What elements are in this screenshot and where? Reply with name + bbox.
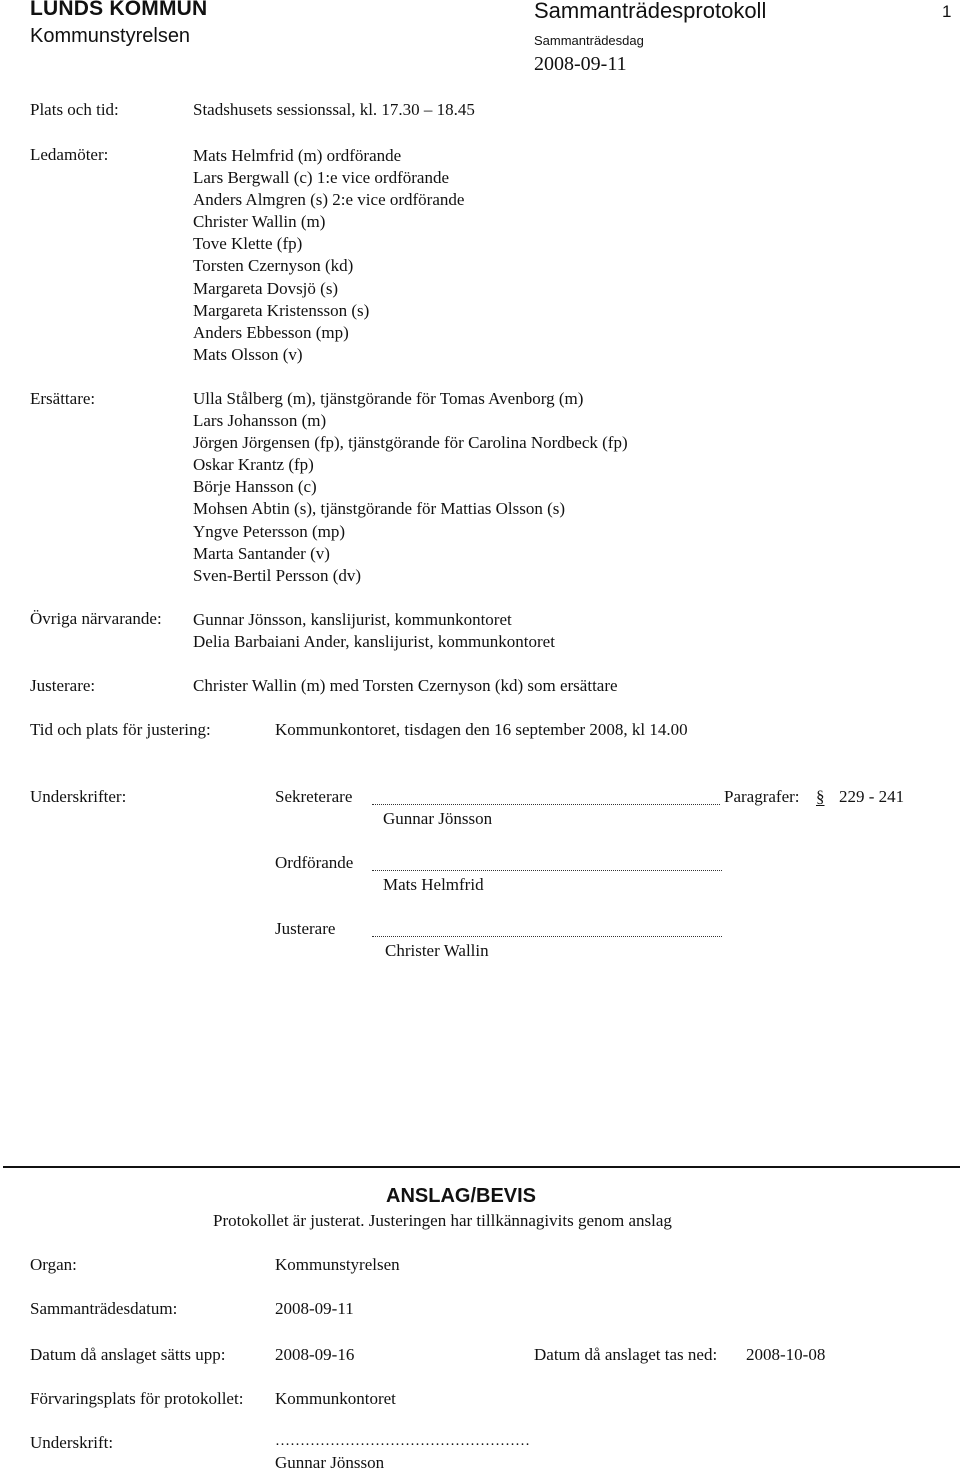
member-item: Margareta Dovsjö (s) — [193, 278, 339, 298]
notice-meeting-date-value: 2008-09-11 — [275, 1299, 354, 1318]
notice-signature-label: Underskrift: — [30, 1433, 114, 1452]
chair-signature-line — [372, 870, 722, 871]
place-value: Stadshusets sessionssal, kl. 17.30 – 18.45 — [193, 100, 475, 119]
member-item: Mats Olsson (v) — [193, 344, 303, 364]
member-item: Torsten Czernyson (kd) — [193, 256, 354, 276]
storage-value: Kommunkontoret — [275, 1389, 396, 1408]
meeting-date-label: Sammanträdesdag — [534, 33, 644, 48]
substitute-item: Börje Hansson (c) — [193, 477, 317, 497]
organ-label: Organ: — [30, 1255, 77, 1274]
members-label: Ledamöter: — [30, 145, 109, 164]
paragraphs-value: 229 - 241 — [839, 787, 905, 806]
adjust-time-value: Kommunkontoret, tisdagen den 16 september 2008, kl 14.00 — [275, 720, 688, 739]
posted-date-value: 2008-09-16 — [275, 1345, 355, 1364]
notice-heading: ANSLAG/BEVIS — [386, 1185, 537, 1207]
other-attendee: Delia Barbaiani Ander, kanslijurist, kommunkontoret — [193, 632, 555, 652]
member-item: Mats Helmfrid (m) ordförande — [193, 146, 402, 165]
page-number: 1 — [942, 2, 952, 21]
meeting-date: 2008-09-11 — [534, 53, 627, 75]
others-list — [193, 609, 555, 653]
removed-date-value: 2008-10-08 — [746, 1345, 826, 1364]
storage-label: Förvaringsplats för protokollet: — [30, 1389, 244, 1408]
member-item: Anders Almgren (s) 2:e vice ordförande — [193, 190, 465, 210]
adjust-time-label: Tid och plats för justering: — [30, 720, 211, 739]
member-item: Lars Bergwall (c) 1:e vice ordförande — [193, 168, 449, 188]
section-divider — [3, 1166, 960, 1168]
member-item: Anders Ebbesson (mp) — [193, 322, 349, 342]
notice-signature-name: Gunnar Jönsson — [275, 1453, 385, 1472]
substitute-item: Ulla Stålberg (m), tjänstgörande för Tomas Avenborg (m) — [193, 389, 584, 408]
adjuster-label: Justerare: — [30, 676, 96, 695]
adjuster-role: Justerare — [275, 919, 336, 938]
other-attendee: Gunnar Jönsson, kanslijurist, kommunkontoret — [193, 610, 512, 629]
notice-subheading: Protokollet är justerat. Justeringen har tillkännagivits genom anslag — [213, 1211, 672, 1230]
chair-role: Ordförande — [275, 853, 354, 872]
substitute-item: Lars Johansson (m) — [193, 411, 327, 431]
document-title: Sammanträdesprotokoll — [534, 0, 767, 23]
adjuster-value: Christer Wallin (m) med Torsten Czernyson (kd) som ersättare — [193, 676, 618, 695]
secretary-signature-line — [372, 804, 720, 805]
posted-date-label: Datum då anslaget sätts upp: — [30, 1345, 226, 1364]
others-label: Övriga närvarande: — [30, 609, 162, 628]
organ-value: Kommunstyrelsen — [275, 1255, 400, 1274]
notice-signature-line: …………………………………………… — [275, 1433, 530, 1449]
member-item: Margareta Kristensson (s) — [193, 300, 370, 320]
substitute-item: Jörgen Jörgensen (fp), tjänstgörande för Carolina Nordbeck (fp) — [193, 433, 628, 453]
secretary-role: Sekreterare — [275, 787, 353, 806]
member-item: Tove Klette (fp) — [193, 234, 303, 254]
place-label: Plats och tid: — [30, 100, 119, 119]
substitute-item: Marta Santander (v) — [193, 543, 330, 563]
member-item: Christer Wallin (m) — [193, 212, 326, 232]
chair-name: Mats Helmfrid — [383, 875, 484, 894]
unit-name: Kommunstyrelsen — [30, 25, 191, 47]
members-list — [193, 145, 464, 366]
notice-meeting-date-label: Sammanträdesdatum: — [30, 1299, 178, 1318]
substitute-item: Yngve Petersson (mp) — [193, 521, 346, 541]
secretary-name: Gunnar Jönsson — [383, 809, 493, 828]
paragraph-symbol: § — [816, 787, 825, 806]
substitutes-list — [193, 388, 628, 587]
adjuster-signature-line — [372, 936, 722, 937]
adjuster-name: Christer Wallin — [385, 941, 489, 960]
substitute-item: Mohsen Abtin (s), tjänstgörande för Mattias Olsson (s) — [193, 499, 566, 519]
removed-date-label: Datum då anslaget tas ned: — [534, 1345, 718, 1364]
substitute-item: Oskar Krantz (fp) — [193, 455, 314, 475]
org-logo-text: LUNDS KOMMUN — [30, 0, 208, 20]
paragraphs-label: Paragrafer: — [724, 787, 800, 806]
substitutes-label: Ersättare: — [30, 389, 96, 408]
signatures-label: Underskrifter: — [30, 787, 127, 806]
substitute-item: Sven-Bertil Persson (dv) — [193, 565, 362, 585]
